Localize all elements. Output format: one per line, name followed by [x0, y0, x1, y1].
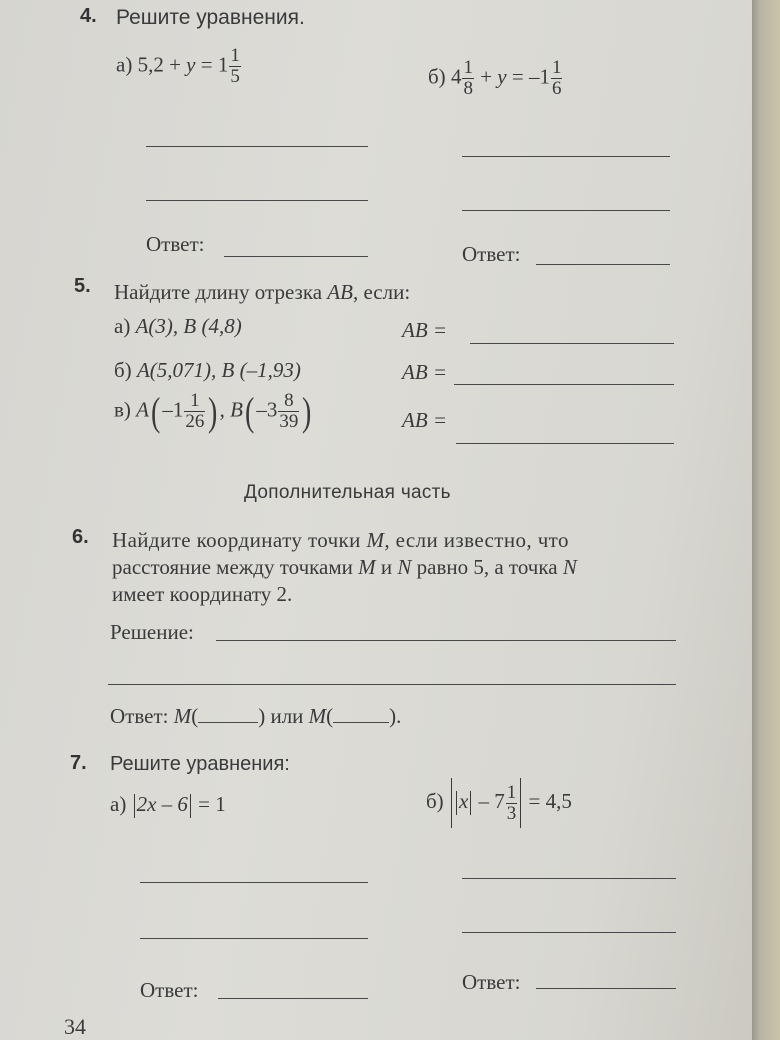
- task-6-solution-line-2[interactable]: [108, 684, 676, 685]
- task-7b-fraction: [506, 783, 518, 824]
- task-7a-answer-line[interactable]: [218, 998, 368, 999]
- task-5c-B-den: 39: [279, 411, 299, 432]
- task-6-line2-M: M: [358, 555, 376, 579]
- task-5c-B: B: [230, 397, 243, 422]
- task-6-answer-label: Ответ:: [110, 704, 174, 728]
- task-7a-expr: 2x – 6: [136, 792, 188, 816]
- task-4a-answer-label: Ответ:: [146, 232, 205, 256]
- task-5b-answer-line[interactable]: [454, 384, 674, 385]
- task-6-answer-M1: M: [173, 704, 192, 728]
- task-7b-minus: – 7: [478, 788, 505, 813]
- task-4b-fraction2: [551, 58, 563, 99]
- task-7a-rhs: = 1: [198, 792, 226, 816]
- task-4b-whole: 4: [450, 64, 462, 89]
- task-4a-fraction: [229, 46, 241, 87]
- task-6-solution-line-1[interactable]: [216, 640, 676, 641]
- task-6-answer-blank-2[interactable]: [333, 704, 389, 723]
- task-6-line2-mid: и: [375, 555, 398, 579]
- task-7b-label: б): [426, 788, 444, 813]
- task-5c-A-fraction: [184, 391, 205, 432]
- task-7-number: 7.: [70, 752, 87, 774]
- right-paren-icon: ): [302, 389, 312, 434]
- task-7b-num: 1: [506, 781, 517, 803]
- task-5b-row: [114, 358, 301, 383]
- task-5c-A-val: –1: [162, 397, 184, 422]
- page-number: 34: [64, 1014, 86, 1039]
- task-5-title-pre: Найдите длину отрезка: [114, 280, 328, 304]
- task-4b-label: б): [428, 64, 446, 89]
- abs-bar-icon: [470, 791, 471, 815]
- task-4-number: 4.: [80, 5, 97, 27]
- task-5c-A-den: 26: [185, 411, 205, 432]
- task-4a-eq: = 1: [200, 52, 229, 77]
- task-5c-ab: AB =: [402, 408, 448, 432]
- task-5-title-var: AB: [327, 280, 353, 304]
- task-5-title-post: , если:: [352, 280, 411, 304]
- abs-bar-icon: [456, 791, 457, 815]
- task-7b-x: x: [458, 788, 469, 813]
- task-7b-den: 3: [506, 802, 517, 824]
- task-5b-points: A(5,071), B (–1,93): [136, 358, 301, 382]
- abs-bar-outer-icon: [520, 778, 521, 828]
- left-paren-icon: (: [150, 389, 161, 434]
- task-5b-ab: AB =: [402, 360, 448, 384]
- task-4a-work-line-1[interactable]: [146, 146, 368, 147]
- task-6-line2-post: равно 5, а точка: [411, 555, 563, 579]
- task-6-line-3: имеет координату 2.: [112, 582, 293, 606]
- task-4b-num: 1: [463, 57, 473, 78]
- right-paren-icon: ): [208, 389, 218, 434]
- task-6-solution-label: Решение:: [110, 620, 194, 644]
- task-7b-work-line-1[interactable]: [462, 878, 676, 879]
- task-4b-work-line-2[interactable]: [462, 210, 670, 211]
- task-4b-equation: [428, 58, 563, 99]
- task-6-answer-M2: M: [308, 704, 327, 728]
- task-5b-label: б): [114, 358, 132, 382]
- task-6-line-1: [112, 528, 569, 553]
- task-4-title: Решите уравнения.: [116, 6, 305, 29]
- task-4b-num2: 1: [551, 57, 562, 78]
- task-7b-work-line-2[interactable]: [462, 932, 676, 933]
- task-7b-rhs: = 4,5: [528, 788, 572, 813]
- task-6-answer-mid: ) или: [258, 704, 309, 728]
- task-5a-answer-line[interactable]: [470, 343, 674, 344]
- task-5a-row: [114, 314, 242, 339]
- task-4b-den2: 6: [551, 77, 562, 99]
- task-4b-var: y: [497, 64, 507, 89]
- task-4a-equation: [116, 46, 242, 87]
- task-5c-row: в) A(–1 $\frac{1}{26}$ ), B(–3 $\frac{8}{39}$ ): [114, 389, 312, 434]
- page-edge: [752, 0, 780, 1040]
- task-5c-A: A: [136, 397, 149, 422]
- task-4b-plus: +: [480, 64, 493, 89]
- task-5c-B-fraction: [278, 391, 299, 432]
- task-4a-num: 1: [230, 45, 240, 66]
- task-7b-equation: [426, 778, 572, 828]
- task-6-line1-var: M: [366, 528, 385, 552]
- task-7-title: Решите уравнения:: [110, 753, 290, 775]
- task-4b-den: 8: [463, 77, 473, 99]
- task-6-number: 6.: [72, 526, 89, 548]
- task-5-title: [114, 280, 410, 305]
- task-7a-work-line-1[interactable]: [140, 882, 368, 883]
- task-4b-answer-label: Ответ:: [462, 242, 521, 266]
- task-6-line2-N2: N: [562, 555, 577, 579]
- task-5a-label: а): [114, 314, 131, 338]
- task-6-line1-pre: Найдите координату точки: [112, 528, 367, 552]
- task-4a-label: а): [116, 52, 133, 77]
- left-paren-icon: (: [244, 389, 255, 434]
- task-6-answer-blank-1[interactable]: [198, 704, 258, 723]
- task-7a-work-line-2[interactable]: [140, 938, 368, 939]
- task-5a-ab: AB =: [402, 318, 448, 342]
- task-6-answer: Ответ: M( ) или M( ).: [110, 704, 402, 728]
- task-6-line1-post: , если известно, что: [384, 528, 569, 552]
- task-4a-work-line-2[interactable]: [146, 200, 368, 201]
- task-6-line-2: [112, 555, 577, 580]
- task-7a-answer-label: Ответ:: [140, 978, 199, 1002]
- task-6-line2-pre: расстояние между точками: [112, 555, 359, 579]
- task-5c-B-val: –3: [256, 397, 278, 422]
- task-4b-fraction: [462, 58, 474, 99]
- task-7a-label: а): [110, 792, 127, 816]
- abs-bar-outer-icon: [451, 778, 452, 828]
- task-4b-answer-line[interactable]: [536, 264, 670, 265]
- task-5-number: 5.: [74, 275, 91, 297]
- task-5c-answer-line[interactable]: [456, 443, 674, 444]
- task-4a-left: 5,2 +: [137, 52, 181, 77]
- abs-bar-icon: [134, 794, 135, 818]
- task-4a-var: y: [186, 52, 196, 77]
- abs-bar-icon: [190, 794, 191, 818]
- task-4b-work-line-1[interactable]: [462, 156, 670, 157]
- task-5c-label: в): [114, 397, 131, 422]
- task-7b-answer-line[interactable]: [536, 988, 676, 989]
- task-6-answer-end: ).: [389, 704, 402, 728]
- task-4a-answer-line[interactable]: [224, 256, 368, 257]
- task-5c-A-num: 1: [184, 391, 205, 412]
- task-5c-B-num: 8: [278, 391, 299, 412]
- task-5a-points: A(3), B (4,8): [135, 314, 242, 338]
- task-6-line2-N: N: [397, 555, 412, 579]
- task-4b-eq: = –1: [511, 64, 550, 89]
- task-7a-equation: [110, 792, 226, 818]
- task-7b-answer-label: Ответ:: [462, 970, 521, 994]
- section-title: Дополнительная часть: [244, 482, 451, 503]
- task-4a-den: 5: [230, 65, 240, 87]
